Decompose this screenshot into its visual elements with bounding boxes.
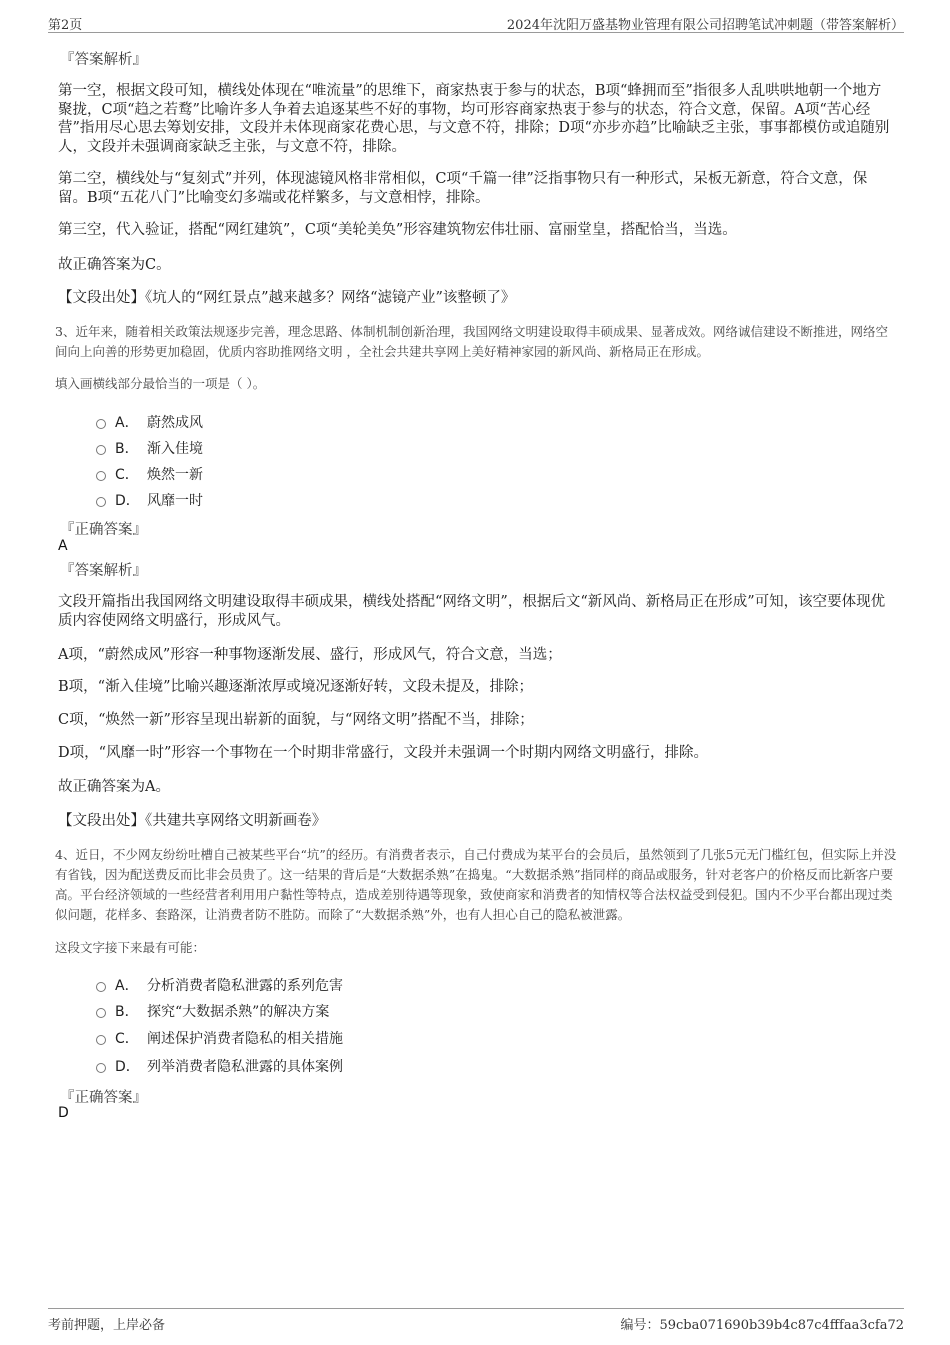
option-text: 阐述保护消费者隐私的相关措施 bbox=[147, 1031, 343, 1047]
question-prompt: 填入画横线部分最恰当的一项是（ ）。 bbox=[55, 376, 266, 391]
option-c[interactable] bbox=[96, 464, 203, 484]
radio-icon[interactable] bbox=[96, 1008, 106, 1018]
option-text: 探究“大数据杀熟”的解决方案 bbox=[147, 1004, 330, 1020]
correct-answer-label: 『正确答案』 bbox=[60, 522, 147, 538]
document-title: 2024年沈阳万盛基物业管理有限公司招聘笔试冲刺题（带答案解析） bbox=[506, 18, 904, 33]
option-text: 列举消费者隐私泄露的具体案例 bbox=[147, 1059, 343, 1075]
analysis-paragraph: 故正确答案为A。 bbox=[58, 779, 170, 795]
analysis-paragraph: 第一空，根据文段可知，横线处体现在“唯流量”的思维下，商家热衷于参与的状态，B项“蜂拥而至”指很多人乱哄哄地朝一个地方聚拢，C项“趋之若鹜”比喻许多人争着去追逐某些不好的事物，均可形容商家热衷于参与的状态，符合文意，保留。A项“苦心经营”指用尽心思去筹划安排，文段并未体现商家花费心思，与文意不符，排除；D项“亦步亦趋”比喻缺乏主张，事事都模仿或追随别人，文段并未强调商家缺乏主张，与文意不符，排除。 bbox=[58, 83, 890, 155]
option-c[interactable] bbox=[96, 1028, 343, 1048]
answer-analysis-label: 『答案解析』 bbox=[60, 563, 147, 579]
radio-icon[interactable] bbox=[96, 982, 106, 992]
analysis-paragraph: B项，“渐入佳境”比喻兴趣逐渐浓厚或境况逐渐好转，文段未提及，排除； bbox=[58, 679, 533, 695]
source-citation: 【文段出处】《坑人的“网红景点”越来越多？网络“滤镜产业”该整顿了》 bbox=[58, 290, 516, 306]
question-prompt: 这段文字接下来最有可能： bbox=[55, 940, 206, 955]
option-d[interactable] bbox=[96, 1056, 343, 1076]
radio-icon[interactable] bbox=[96, 497, 106, 507]
document-id: 编号：59cba071690b39b4c87c4fffaa3cfa72 bbox=[620, 1318, 904, 1333]
radio-icon[interactable] bbox=[96, 1063, 106, 1073]
option-text: 分析消费者隐私泄露的系列危害 bbox=[147, 978, 343, 994]
option-letter: B． bbox=[115, 1004, 139, 1020]
option-letter: D． bbox=[115, 1059, 140, 1075]
question-stem: 4、近日，不少网友纷纷吐槽自己被某些平台“坑”的经历。有消费者表示，自己付费成为某平台的会员后，虽然领到了几张5元无门槛红包，但实际上并没有省钱，因为配送费反而比非会员贵了。这一结果的背后是“大数据杀熟”在捣鬼。“大数据杀熟”指同样的商品或服务，针对老客户的价格反而比新客户要高。平台经济领域的一些经营者利用用户黏性等特点，造成差别待遇等现象，致使商家和消费者的知情权等合法权益受到侵犯。国内不少平台都出现过类似问题，花样多、套路深，让消费者防不胜防。而除了“大数据杀熟”外，也有人担心自己的隐私被泄露。 bbox=[55, 847, 897, 922]
radio-icon[interactable] bbox=[96, 445, 106, 455]
answer-analysis-label: 『答案解析』 bbox=[60, 52, 147, 68]
source-citation: 【文段出处】《共建共享网络文明新画卷》 bbox=[58, 813, 327, 829]
radio-icon[interactable] bbox=[96, 471, 106, 481]
analysis-paragraph: D项，“风靡一时”形容一个事物在一个时期非常盛行，文段并未强调一个时期内网络文明盛行，排除。 bbox=[58, 745, 708, 761]
analysis-paragraph: 故正确答案为C。 bbox=[58, 257, 171, 273]
option-b[interactable] bbox=[96, 438, 203, 458]
option-letter: C． bbox=[115, 1031, 139, 1047]
analysis-paragraph: 文段开篇指出我国网络文明建设取得丰硕成果，横线处搭配“网络文明”，根据后文“新风尚、新格局正在形成”可知，该空要体现优质内容使网络文明盛行，形成风气。 bbox=[58, 594, 886, 629]
analysis-paragraph: 第三空，代入验证，搭配“网红建筑”，C项“美轮美奂”形容建筑物宏伟壮丽、富丽堂皇，搭配恰当，当选。 bbox=[58, 222, 737, 238]
footer-slogan: 考前押题，上岸必备 bbox=[48, 1318, 166, 1333]
question-stem: 3、近年来，随着相关政策法规逐步完善，理念思路、体制机制创新治理，我国网络文明建设取得丰硕成果、显著成效。网络诚信建设不断推进，网络空间向上向善的形势更加稳固，优质内容助推网络文明 ，全社会共建共享网上美好精神家园的新风尚、新格局正在形成。 bbox=[55, 324, 888, 359]
option-b[interactable] bbox=[96, 1001, 329, 1021]
option-letter: B． bbox=[115, 441, 139, 457]
option-d[interactable] bbox=[96, 490, 203, 510]
analysis-paragraph: A项，“蔚然成风”形容一种事物逐渐发展、盛行，形成风气，符合文意，当选； bbox=[58, 647, 562, 663]
page-number: 第2页 bbox=[48, 18, 83, 33]
option-letter: A． bbox=[115, 415, 139, 431]
correct-answer: A bbox=[58, 538, 68, 554]
option-text: 渐入佳境 bbox=[147, 441, 203, 457]
option-letter: C． bbox=[115, 467, 139, 483]
page-footer bbox=[48, 1308, 904, 1331]
correct-answer-label: 『正确答案』 bbox=[60, 1090, 147, 1106]
option-a[interactable] bbox=[96, 412, 203, 432]
option-text: 蔚然成风 bbox=[147, 415, 203, 431]
option-a[interactable] bbox=[96, 975, 343, 995]
option-letter: A． bbox=[115, 978, 139, 994]
radio-icon[interactable] bbox=[96, 419, 106, 429]
correct-answer: D bbox=[58, 1105, 69, 1121]
analysis-paragraph: 第二空，横线处与“复刻式”并列，体现滤镜风格非常相似，C项“千篇一律”泛指事物只有一种形式，呆板无新意，符合文意，保留。B项“五花八门”比喻变幻多端或花样繁多，与文意相悖，排除。 bbox=[58, 171, 868, 206]
analysis-paragraph: C项，“焕然一新”形容呈现出崭新的面貌，与“网络文明”搭配不当，排除； bbox=[58, 712, 534, 728]
option-letter: D． bbox=[115, 493, 140, 509]
option-text: 焕然一新 bbox=[147, 467, 203, 483]
page-header bbox=[48, 12, 904, 33]
option-text: 风靡一时 bbox=[147, 493, 203, 509]
radio-icon[interactable] bbox=[96, 1035, 106, 1045]
